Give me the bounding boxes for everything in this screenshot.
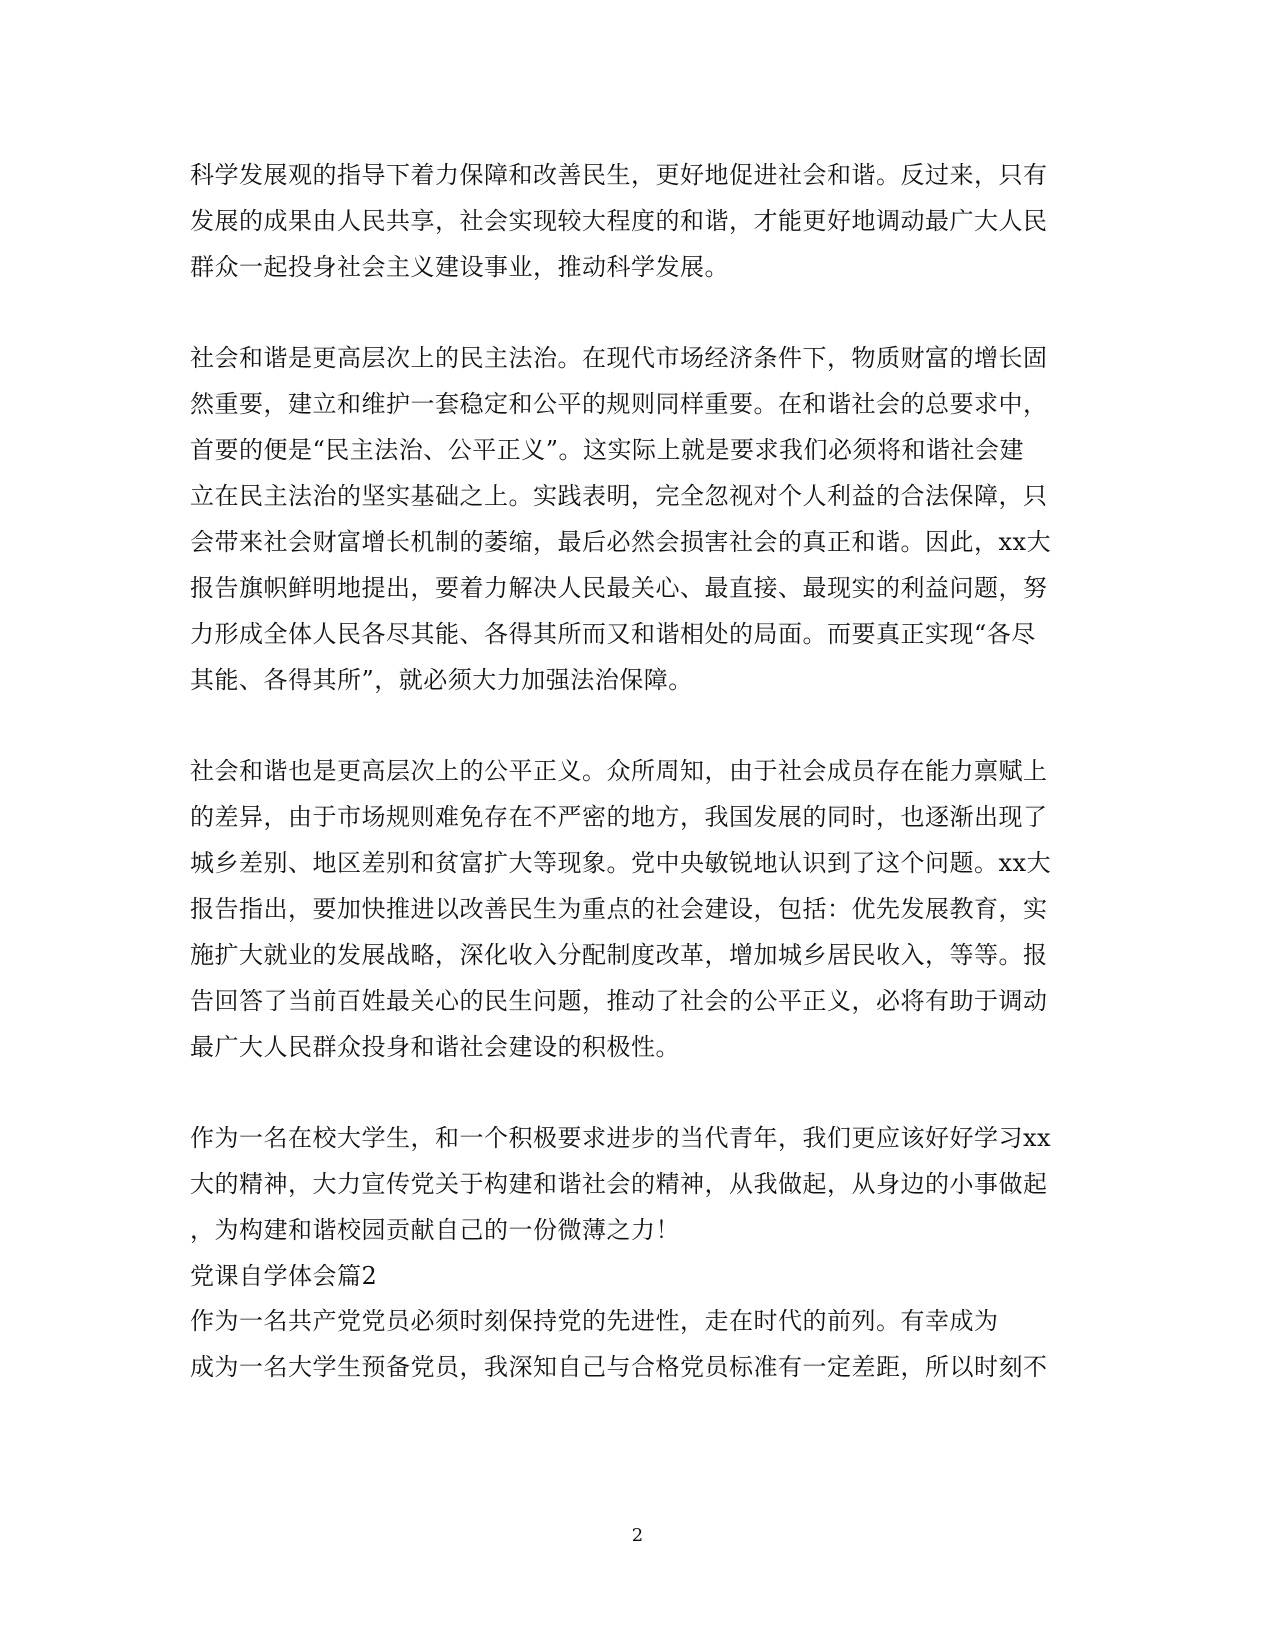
text-line: 群众一起投身社会主义建设事业，推动科学发展。: [190, 253, 729, 281]
text-line: 最广大人民群众投身和谐社会建设的积极性。: [190, 1033, 680, 1061]
text-line: 城乡差别、地区差别和贫富扩大等现象。党中央敏锐地认识到了这个问题。xx大: [190, 849, 1052, 877]
text-line: 大的精神，大力宣传党关于构建和谐社会的精神，从我做起，从身边的小事做起: [190, 1170, 1048, 1198]
text-line: 其能、各得其所”，就必须大力加强法治保障。: [190, 666, 693, 694]
text-line: 报告旗帜鲜明地提出，要着力解决人民最关心、最直接、最现实的利益问题，努: [190, 574, 1048, 602]
text-line: 社会和谐也是更高层次上的公平正义。众所周知，由于社会成员存在能力禀赋上: [190, 757, 1048, 785]
section-heading: 党课自学体会篇2: [190, 1262, 378, 1290]
text-line: 作为一名在校大学生，和一个积极要求进步的当代青年，我们更应该好好学习xx: [190, 1124, 1052, 1152]
text-line: 首要的便是“民主法治、公平正义”。这实际上就是要求我们必须将和谐社会建: [190, 436, 1025, 464]
text-line: 的差异，由于市场规则难免存在不严密的地方，我国发展的同时，也逐渐出现了: [190, 803, 1048, 831]
text-line: 社会和谐是更高层次上的民主法治。在现代市场经济条件下，物质财富的增长固: [190, 344, 1048, 372]
text-line: 发展的成果由人民共享，社会实现较大程度的和谐，才能更好地调动最广大人民: [190, 207, 1048, 235]
text-line: ，为构建和谐校园贡献自己的一份微薄之力！: [190, 1216, 680, 1244]
text-line: 然重要，建立和维护一套稳定和公平的规则同样重要。在和谐社会的总要求中，: [190, 390, 1048, 418]
text-line: 会带来社会财富增长机制的萎缩，最后必然会损害社会的真正和谐。因此，xx大: [190, 528, 1052, 556]
page-number: 2: [631, 1525, 644, 1546]
text-line: 施扩大就业的发展战略，深化收入分配制度改革，增加城乡居民收入，等等。报: [190, 941, 1048, 969]
text-line: 成为一名大学生预备党员，我深知自己与合格党员标准有一定差距，所以时刻不: [190, 1353, 1048, 1381]
text-line: 力形成全体人民各尽其能、各得其所而又和谐相处的局面。而要真正实现“各尽: [190, 620, 1036, 648]
text-line: 科学发展观的指导下着力保障和改善民生，更好地促进社会和谐。反过来，只有: [190, 161, 1048, 189]
text-line: 告回答了当前百姓最关心的民生问题，推动了社会的公平正义，必将有助于调动: [190, 987, 1048, 1015]
text-line: 作为一名共产党党员必须时刻保持党的先进性，走在时代的前列。有幸成为: [190, 1307, 999, 1335]
text-line: 立在民主法治的坚实基础之上。实践表明，完全忽视对个人利益的合法保障，只: [190, 482, 1048, 510]
text-line: 报告指出，要加快推进以改善民生为重点的社会建设，包括：优先发展教育，实: [190, 895, 1048, 923]
